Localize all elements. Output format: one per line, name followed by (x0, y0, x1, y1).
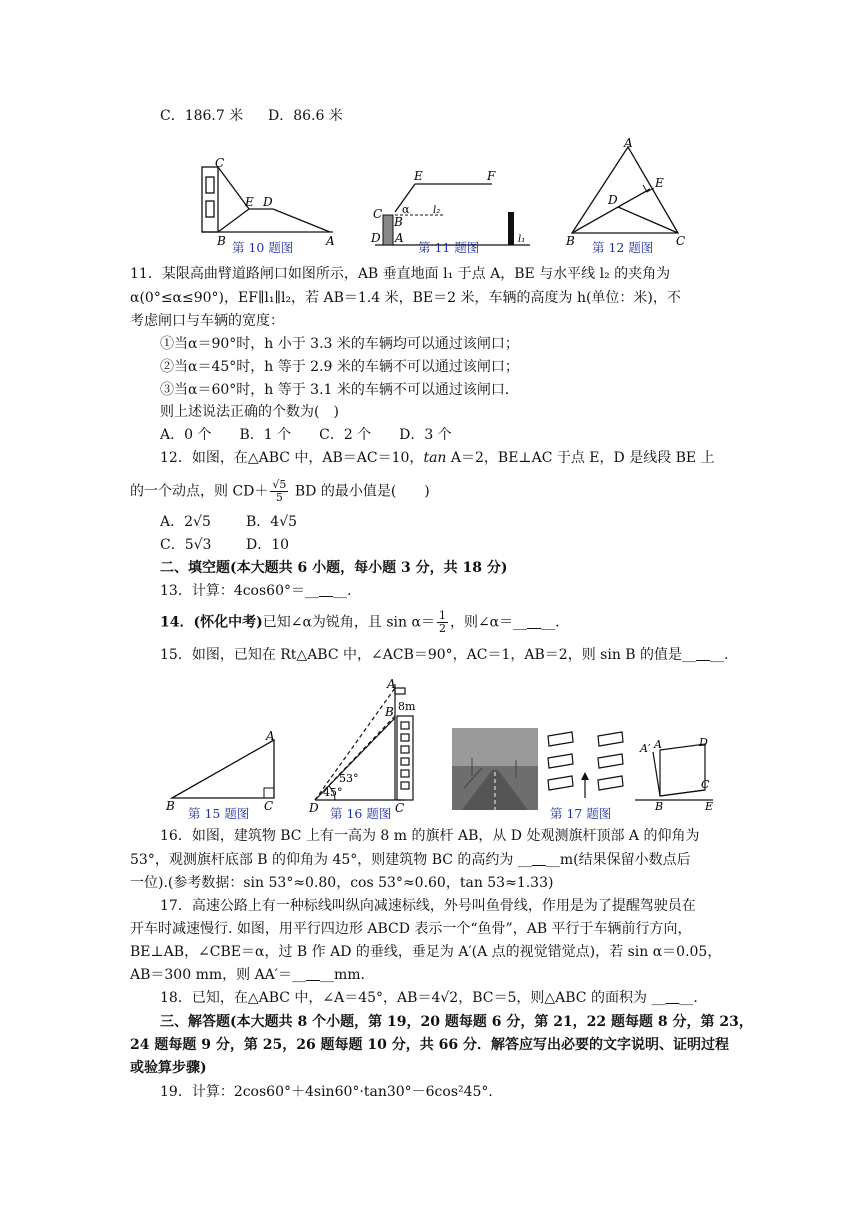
q17-text-4b: mm. (333, 967, 365, 983)
q17-line-4: AB＝300 mm，则 AA′＝__ __mm. (130, 967, 365, 983)
q16-line-2: 53°，观测旗杆底部 B 的仰角为 45°，则建筑物 BC 的高约为 __ __m(结果保留小数点后 (130, 852, 691, 868)
q11-statement-3: ③当α＝60°时，h 等于 3.1 米的车辆不可以通过该闸口． (160, 382, 519, 398)
q14: 14．(怀化中考)已知∠α为锐角，且 sin α＝ $\frac{1}{2}$ ，则∠α＝__ __． (160, 609, 570, 635)
fig10-label-b: B (217, 234, 226, 248)
figure-17-fishbone (545, 728, 635, 813)
fig15-label-a: A (266, 729, 275, 743)
section-3-line-2: 24 题每题 9 分，第 25，26 题每题 10 分，共 66 分．解答应写出必要的文字说明、证明过程 (130, 1037, 730, 1053)
fig12-label-a: A (624, 136, 633, 150)
fig12-label-c: C (676, 234, 686, 247)
fig16-label-b: B (385, 705, 394, 719)
fig17-label-e: E (705, 800, 714, 813)
fig10-label-e: E (245, 195, 254, 209)
fig10-label-c: C (215, 156, 225, 170)
figure-10 (185, 155, 345, 250)
caption-fig15: 第 15 题图 (188, 806, 250, 821)
q12-line-2 (130, 479, 430, 504)
q16-line-3: 一位).(参考数据：sin 53°≈0.80，cos 53°≈0.60，tan 53≈1.33) (130, 875, 554, 891)
q14-text-c: ，则∠α＝ (449, 614, 514, 631)
q19: 19．计算：2cos60°＋4sin60°·tan30°－6cos²45°． (160, 1084, 503, 1100)
caption-fig17: 第 17 题图 (550, 806, 612, 821)
q16-text-2: 53°，观测旗杆底部 B 的仰角为 45°，则建筑物 BC 的高约为 (130, 852, 514, 868)
caption-fig11: 第 11 题图 (418, 240, 480, 255)
fig17-label-d: D (699, 738, 708, 749)
fig10-label-a: A (326, 234, 335, 248)
q11-line-1: 11．某限高曲臂道路闸口如图所示，AB 垂直地面 l₁ 于点 A，BE 与水平线 l₂ 的夹角为 (130, 266, 671, 282)
q11-ask: 则上述说法正确的个数为( ) (160, 404, 339, 420)
caption-fig10: 第 10 题图 (232, 240, 294, 255)
caption-fig16: 第 16 题图 (330, 806, 392, 821)
q12-option-d: D．10 (246, 537, 290, 553)
q16-line-1: 16．如图，建筑物 BC 上有一高为 8 m 的旗杆 AB，从 D 处观测旗杆顶部 A 的仰角为 (160, 828, 700, 844)
figure-17-parallelogram (635, 738, 725, 813)
fig17-label-c: C (701, 778, 710, 791)
q12-line-1 (160, 448, 715, 468)
fig12-label-b: B (566, 234, 575, 247)
fig10-label-d: D (263, 195, 273, 209)
q13-text: 13．计算：4cos60°＝ (160, 583, 305, 599)
fig11-label-alpha: α (402, 203, 410, 216)
q14-fraction (437, 610, 448, 635)
figure-12 (560, 135, 700, 247)
q12-text-2b: BD 的最小值是( ) (290, 483, 430, 500)
caption-fig12: 第 12 题图 (592, 240, 654, 255)
q11-statement-1: ①当α＝90°时，h 小于 3.3 米的车辆均可以通过该闸口； (160, 336, 519, 352)
q11-statement-2: ②当α＝45°时，h 等于 2.9 米的车辆不可以通过该闸口； (160, 359, 519, 375)
q11-line-2: α(0°≤α≤90°)，EF∥l₁∥l₂，若 AB＝1.4 米，BE＝2 米，车辆的高度为 h(单位：米)，不 (130, 290, 681, 306)
fig16-label-d: D (309, 801, 319, 815)
section-3-line-3: 或验算步骤) (130, 1060, 207, 1076)
fig11-label-l2: l₂ (433, 205, 441, 216)
q14-text-b: 已知∠α为锐角，且 sin α＝ (262, 614, 435, 631)
q12-frac-num: √5 (272, 478, 287, 491)
fig11-label-d: D (371, 231, 381, 245)
q15: 15．如图，已知在 Rt△ABC 中，∠ACB＝90°，AC＝1，AB＝2，则 sin B 的值是__ __. (160, 647, 729, 663)
q15-text: 15．如图，已知在 Rt△ABC 中，∠ACB＝90°，AC＝1，AB＝2，则 sin B 的值是 (160, 647, 683, 663)
q10-option-d: D．86.6 米 (268, 108, 343, 124)
q16-text-2b: m(结果保留小数点后 (559, 852, 691, 868)
q12-text-c: A＝2，BE⊥AC 于点 E，D 是线段 BE 上 (446, 450, 715, 466)
fig17-label-a: A (654, 738, 662, 751)
q17-line-3: BE⊥AB，∠CBE＝α，过 B 作 AD 的垂线，垂足为 A′(A 点的视觉错觉点)，若 sin α＝0.05， (130, 944, 722, 960)
figure-17-photo (452, 728, 538, 810)
fig11-label-f: F (487, 169, 496, 183)
q14-frac-num: 1 (438, 609, 446, 622)
q12-frac-den: 5 (275, 491, 283, 504)
q14-source: 14．(怀化中考) (160, 614, 263, 631)
fig17-label-a-prime: A′ (640, 742, 651, 755)
fig15-label-c: C (264, 799, 274, 813)
q12-text-2a: 的一个动点，则 CD＋ (130, 483, 269, 500)
q11-options: A．0 个 B．1 个 C．2 个 D．3 个 (160, 427, 452, 443)
fig11-label-a: A (395, 231, 404, 245)
q14-text-d: ． (555, 614, 570, 631)
q12-text-a: 12．如图，在△ABC 中，AB＝AC＝10， (160, 450, 424, 466)
section-3-line-1: 三、解答题(本大题共 8 个小题，第 19，20 题每题 6 分，第 21，22 题每题 8 分，第 23， (160, 1014, 753, 1030)
q13: 13．计算：4cos60°＝__ __. (160, 583, 352, 599)
q14-frac-den: 2 (438, 622, 446, 635)
fig15-label-b: B (166, 799, 175, 813)
q17-text-4: AB＝300 mm，则 AA′＝ (130, 967, 292, 983)
fig11-label-l1: l₁ (518, 234, 526, 245)
section-2-heading: 二、填空题(本大题共 6 小题，每小题 3 分，共 18 分) (160, 560, 508, 576)
q12-tan: tan (423, 450, 447, 466)
fig11-label-e: E (414, 169, 423, 183)
q17-line-1: 17．高速公路上有一种标线叫纵向减速标线，外号叫鱼骨线，作用是为了提醒驾驶员在 (160, 898, 696, 914)
fig16-label-53: 53° (339, 772, 359, 785)
figure-16 (305, 676, 425, 816)
q12-option-b: B．4√5 (246, 514, 298, 530)
q12-option-a: A．2√5 (160, 514, 211, 530)
q11-line-3: 考虑闸口与车辆的宽度： (130, 313, 284, 329)
q10-option-c: C．186.7 米 (160, 108, 244, 124)
fig12-label-d: D (608, 193, 618, 207)
q17-line-2: 开车时减速慢行. 如图，用平行四边形 ABCD 表示一个“鱼骨”，AB 平行于车辆前行方向， (130, 921, 692, 937)
fig16-label-c: C (395, 801, 405, 815)
fig11-label-b: B (394, 215, 403, 229)
q12-fraction (270, 479, 288, 504)
fig11-label-c: C (373, 207, 383, 221)
q18-text: 18．已知，在△ABC 中，∠A＝45°，AB＝4√2，BC＝5，则△ABC 的面积为 (160, 990, 647, 1006)
fig16-label-45: 45° (323, 786, 343, 799)
fig12-label-e: E (655, 176, 664, 190)
q12-option-c: C．5√3 (160, 537, 212, 553)
q18: 18．已知，在△ABC 中，∠A＝45°，AB＝4√2，BC＝5，则△ABC 的面积为 __ __. (160, 990, 698, 1006)
fig17-label-b: B (655, 800, 664, 813)
fig16-label-8m: 8m (398, 700, 416, 713)
fig16-label-a: A (387, 677, 396, 691)
